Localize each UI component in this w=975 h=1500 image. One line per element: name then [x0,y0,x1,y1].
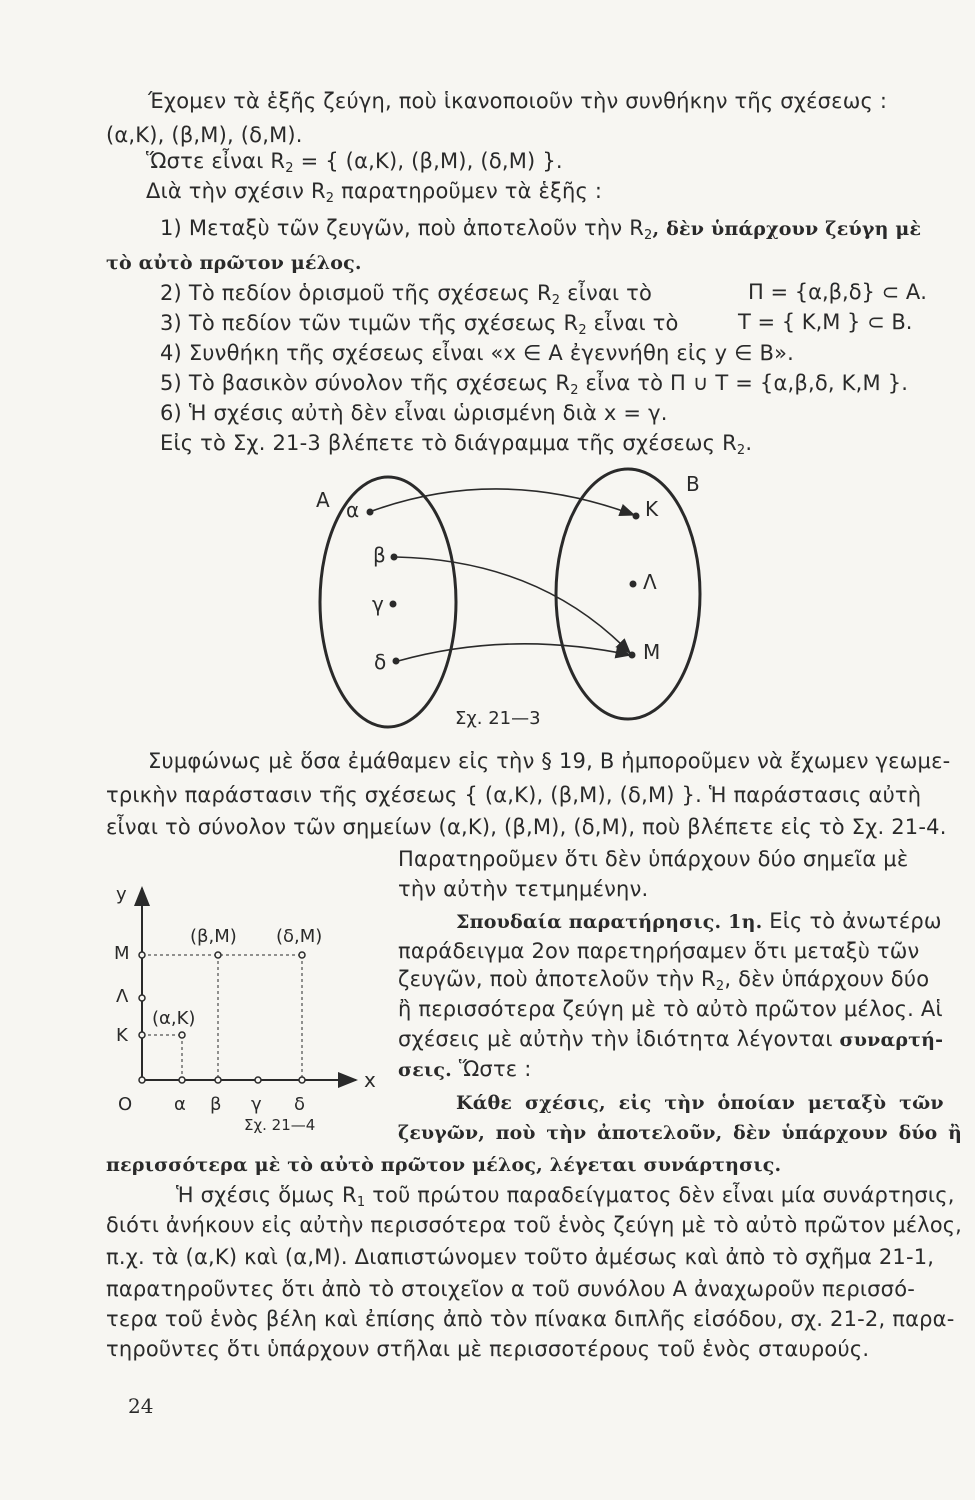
para3-line-4: παρατηροῦντες ὅτι ἀπὸ τὸ στοιχεῖον α τοῦ συνόλου Α ἀναχωροῦν περισσό- [106,1277,916,1301]
point-label-beta-m: (β,Μ) [190,926,237,947]
sub: 1 [356,1195,366,1210]
t: σεις. [398,1059,452,1081]
dot-gamma [390,601,397,608]
t: σχέσεις μὲ αὐτὴν τὴν ἰδιότητα λέγονται [398,1027,840,1051]
text-line-8 [160,310,679,336]
t: Εἰς τὸ ἀνωτέρω [762,909,942,933]
x-tick-alpha: α [174,1094,186,1115]
y-tick-k: Κ [116,1025,128,1046]
para2-line-1: Συμφώνως μὲ ὅσα ἐμάθαμεν εἰς τὴν § 19, Β ἠμποροῦμεν νὰ ἔχωμεν γεωμε- [148,749,951,773]
y-tick-l: Λ [116,986,129,1007]
text-line-6: τὸ αὐτὸ πρῶτον μέλος. [106,252,362,274]
point-delta-m [299,952,305,958]
para2-line-6 [456,908,942,935]
para2-line-4: Παρατηροῦμεν ὅτι δὲν ὑπάρχουν δύο σημεῖα μὲ [398,847,909,871]
text-line-8-right: Τ = { Κ,Μ } ⊂ Β. [738,310,913,334]
point-alpha-k [179,1032,185,1038]
para2-line-12: Κάθε σχέσις, εἰς τὴν ὁποίαν μεταξὺ τῶν [456,1092,944,1114]
y-axis-label: y [116,884,127,905]
sub: 2 [325,191,335,206]
tick-gamma [255,1077,261,1083]
point-beta-m [215,952,221,958]
t: Ὥστε : [451,1057,532,1081]
text-line-10 [160,370,908,396]
t: εἶνα τὸ Π ∪ Τ = {α,β,δ, Κ,Μ }. [578,371,909,395]
point-label-delta-m: (δ,Μ) [276,926,323,947]
page-number: 24 [128,1394,154,1418]
t: Εἰς τὸ Σχ. 21-3 βλέπετε τὸ διάγραμμα τῆς σχέσεως R [160,431,737,455]
tick-delta [299,1077,305,1083]
para2-line-9: ἢ περισσότερα ζεύγη μὲ τὸ αὐτὸ πρῶτον μέλος. Αἱ [398,997,943,1021]
elem-lambda: Λ [643,570,657,594]
para2-line-2: τρικὴν παράστασιν τῆς σχέσεως { (α,Κ), (β,Μ), (δ,Μ) }. Ἡ παράστασις αὐτὴ [106,783,922,807]
arrow-beta-mu [396,557,630,653]
figure-21-4-caption: Σχ. 21—4 [244,1116,316,1134]
tick-m [139,952,145,958]
t: 5) Τὸ βασικὸν σύνολον τῆς σχέσεως R [160,371,571,395]
text-line-12 [160,430,752,456]
t: Ἡ σχέσις ὅμως R [176,1183,357,1207]
t: ζευγῶν, ποὺ ἀποτελοῦν τὴν R [398,967,716,991]
dot-delta [393,658,400,665]
elem-delta: δ [374,650,387,674]
arrow-alpha-kappa [372,489,634,515]
t: , δὲν ὑπάρχουν ζεύγη μὲ [652,218,922,240]
sub: 2 [578,323,587,338]
t: τοῦ πρώτου παραδείγματος δὲν εἶναι μία συνάρτησις, [365,1183,955,1207]
text-line-3 [146,148,563,174]
text-line-11: 6) Ἡ σχέσις αὐτὴ δὲν εἶναι ὡρισμένη διὰ x = γ. [160,401,668,425]
figure-21-3-caption: Σχ. 21—3 [455,708,541,729]
text-line-1: Έχομεν τὰ ἑξῆς ζεύγη, ποὺ ἱκανοποιοῦν τὴν συνθήκην τῆς σχέσεως : [148,89,888,113]
set-b-ellipse [556,469,700,719]
text-line-5 [160,215,921,242]
para2-line-13: ζευγῶν, ποὺ τὴν ἀποτελοῦν, δὲν ὑπάρχουν δύο ἢ [398,1122,962,1144]
arrow-delta-mu [398,644,630,661]
text-line-4 [146,178,602,204]
para2-line-8 [398,966,929,992]
t: 1) Μεταξὺ τῶν ζευγῶν, ποὺ ἀποτελοῦν τὴν R [160,216,645,240]
dot-mu [629,652,636,659]
para3-line-3: π.χ. τὰ (α,Κ) καὶ (α,Μ). Διαπιστώνομεν τοῦτο ἀμέσως καὶ ἀπὸ τὸ σχῆμα 21-1, [106,1245,935,1269]
para3-line-2: διότι ἀνήκουν εἰς αὐτὴν περισσότερα τοῦ ἑνὸς ζεύγη μὲ τὸ αὐτὸ πρῶτον μέλος, [106,1213,962,1237]
tick-alpha [179,1077,185,1083]
dot-alpha [367,509,374,516]
origin-label: O [118,1094,133,1115]
sub: 2 [736,443,746,458]
t: Σπουδαία παρατήρησις. 1η. [456,911,763,933]
elem-gamma: γ [372,592,384,616]
t: , δὲν ὑπάρχουν δύο [724,967,930,991]
t: εἶναι τὸ [560,281,653,305]
elem-kappa: Κ [645,497,659,521]
set-a-label: Α [316,488,330,512]
elem-alpha: α [346,498,360,522]
x-tick-delta: δ [294,1094,306,1115]
tick-beta [215,1077,221,1083]
set-b-label: Β [686,472,700,496]
y-tick-m: Μ [114,943,130,964]
para2-line-10 [398,1026,943,1053]
para2-line-3: εἶναι τὸ σύνολον τῶν σημείων (α,Κ), (β,Μ), (δ,Μ), ποὺ βλέπετε εἰς τὸ Σχ. 21-4. [106,815,947,839]
t: 2) Τὸ πεδίον ὁρισμοῦ τῆς σχέσεως R [160,281,552,305]
tick-k [139,1032,145,1038]
dot-lambda [630,581,637,588]
sub: 2 [715,979,725,994]
text-line-7 [160,280,652,306]
dot-kappa [633,513,640,520]
x-tick-gamma: γ [251,1094,262,1115]
para2-line-11 [398,1056,531,1083]
t: εἶναι τὸ [586,311,679,335]
sub: 2 [570,383,579,398]
sub: 2 [551,293,561,308]
para3-line-1 [176,1182,955,1208]
para3-line-5: τερα τοῦ ἑνὸς βέλη καὶ ἐπίσης ἀπὸ τὸν πίνακα διπλῆς εἰσόδου, σχ. 21-2, παρα- [106,1307,955,1331]
para2-line-14: περισσότερα μὲ τὸ αὐτὸ πρῶτον μέλος, λέγεται συνάρτησις. [106,1154,782,1176]
para2-line-7: παράδειγμα 2ον παρετηρήσαμεν ὅτι μεταξὺ τῶν [398,939,920,963]
x-tick-beta: β [210,1094,222,1115]
tick-l [139,995,145,1001]
t: 3) Τὸ πεδίον τῶν τιμῶν τῆς σχέσεως R [160,311,579,335]
x-axis-label: x [364,1068,376,1092]
set-a-ellipse [320,477,456,727]
sub: 2 [644,228,653,243]
text-line-7-right: Π = {α,β,δ} ⊂ Α. [748,280,927,304]
t: Ὥστε εἶναι R [146,149,286,173]
t: . [745,431,753,455]
text-line-9: 4) Συνθήκη τῆς σχέσεως εἶναι «x ∈ Α ἐγεννήθη εἰς y ∈ Β». [160,341,795,365]
para2-line-5: τὴν αὐτὴν τετμημένην. [398,877,649,901]
t: = { (α,Κ), (β,Μ), (δ,Μ) }. [293,149,563,173]
tick-origin [139,1077,145,1083]
elem-beta: β [373,543,386,567]
t: συναρτή- [839,1029,944,1051]
para3-line-6: τηροῦντες ὅτι ὑπάρχουν στῆλαι μὲ περισσοτέρους τοῦ ἑνὸς σταυρούς. [106,1337,870,1361]
dot-beta [391,554,398,561]
text-line-2: (α,Κ), (β,Μ), (δ,Μ). [106,123,303,147]
t: Διὰ τὴν σχέσιν R [146,179,326,203]
t: παρατηροῦμεν τὰ ἑξῆς : [334,179,603,203]
sub: 2 [285,161,294,176]
point-label-alpha-k: (α,Κ) [152,1008,196,1029]
elem-mu: Μ [643,640,661,664]
